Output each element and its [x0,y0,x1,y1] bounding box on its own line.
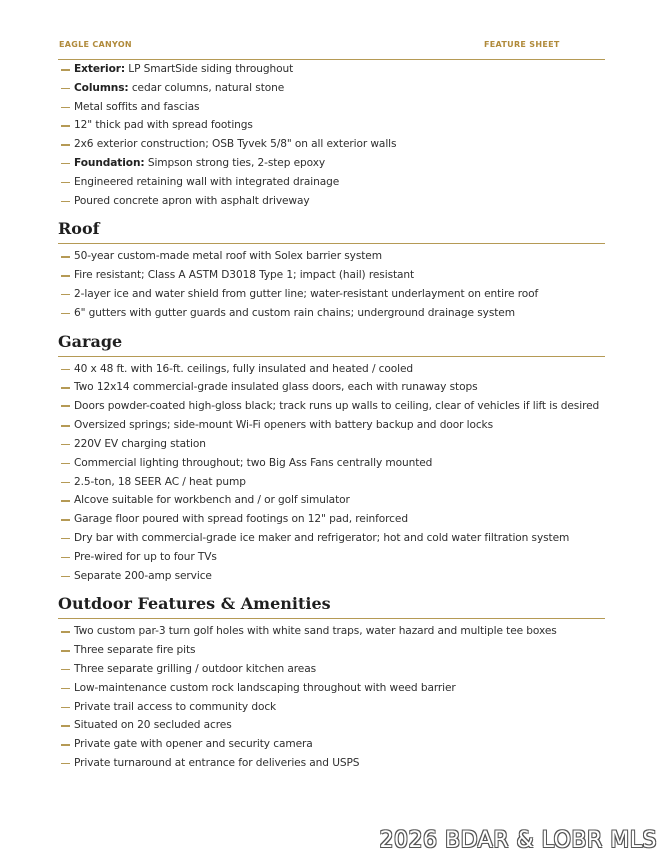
list-item [58,510,605,529]
list-item [58,679,605,698]
feature-content [58,60,605,773]
bullet-dash-icon [61,725,70,727]
roof-list [58,247,605,322]
mls-watermark: 2026 BDAR & LOBR MLS [379,828,657,853]
list-item [58,98,605,117]
item-text: Metal soffits and fascias [74,100,200,113]
item-text: 50-year custom-made metal roof with Solex barrier system [74,250,382,263]
roof-section [58,219,605,322]
header-left-title: EAGLE CANYON [59,40,132,49]
list-item [58,473,605,492]
list-item [58,397,605,416]
bullet-dash-icon [61,482,70,484]
list-item [58,60,605,79]
bullet-dash-icon [61,763,70,765]
list-item [58,285,605,304]
bullet-dash-icon [61,444,70,446]
outdoor-heading: Outdoor Features & Amenities [58,594,605,619]
bullet-dash-icon [61,387,70,389]
outdoor-list [58,622,605,772]
item-text: Two 12x14 commercial-grade insulated glass doors, each with runaway stops [74,381,478,394]
item-text: Doors powder-coated high-gloss black; track runs up walls to ceiling, clear of vehicles if lift is desired [74,400,600,413]
item-text: Three separate grilling / outdoor kitchen areas [74,662,317,675]
bullet-dash-icon [61,163,70,165]
list-item [58,735,605,754]
list-item [58,754,605,773]
list-item [58,116,605,135]
item-label: Foundation: [74,156,145,169]
bullet-dash-icon [61,500,70,502]
page-header [58,39,605,60]
list-item [58,698,605,717]
bullet-dash-icon [61,576,70,578]
item-text: LP SmartSide siding throughout [125,63,294,75]
item-text: Oversized springs; side-mount Wi-Fi openers with battery backup and door locks [74,419,494,432]
bullet-dash-icon [61,182,70,184]
item-text: 2.5-ton, 18 SEER AC / heat pump [74,475,246,488]
item-text: 220V EV charging station [74,437,206,450]
list-item [58,567,605,586]
item-text: Separate 200-amp service [74,569,212,582]
bullet-dash-icon [61,538,70,540]
bullet-dash-icon [61,313,70,315]
item-text: Dry bar with commercial-grade ice maker and refrigerator; hot and cold water filtration system [74,531,570,544]
bullet-dash-icon [61,463,70,465]
item-text: 6" gutters with gutter guards and custom rain chains; underground drainage system [74,306,515,319]
list-item [58,135,605,154]
item-text: Private trail access to community dock [74,700,277,713]
item-text: Private gate with opener and security camera [74,738,313,751]
bullet-dash-icon [61,256,70,258]
item-text: Low-maintenance custom rock landscaping throughout with weed barrier [74,681,456,694]
list-item [58,173,605,192]
bullet-dash-icon [61,125,70,127]
bullet-dash-icon [61,557,70,559]
garage-heading: Garage [58,332,605,357]
bullet-dash-icon [61,707,70,709]
item-text: Private turnaround at entrance for deliveries and USPS [74,756,360,769]
list-item [58,660,605,679]
list-item [58,548,605,567]
bullet-dash-icon [61,519,70,521]
bullet-dash-icon [61,688,70,690]
bullet-dash-icon [61,69,70,71]
item-text: 2x6 exterior construction; OSB Tyvek 5/8" on all exterior walls [74,138,397,151]
list-item [58,304,605,323]
bullet-dash-icon [61,88,70,90]
bullet-dash-icon [61,201,70,203]
item-text: cedar columns, natural stone [128,81,285,94]
item-text: Three separate fire pits [74,644,196,657]
list-item [58,435,605,454]
list-item [58,416,605,435]
bullet-dash-icon [61,744,70,746]
item-text: Fire resistant; Class A ASTM D3018 Type 1; impact (hail) resistant [74,269,415,282]
item-text: 40 x 48 ft. with 16-ft. ceilings, fully insulated and heated / cooled [74,362,414,375]
bullet-dash-icon [61,425,70,427]
list-item [58,378,605,397]
item-text: Engineered retaining wall with integrated drainage [74,175,340,188]
outdoor-section [58,594,605,772]
list-item [58,266,605,285]
bullet-dash-icon [61,669,70,671]
list-item [58,247,605,266]
item-label: Exterior: [74,63,126,75]
bullet-dash-icon [61,631,70,633]
item-text: Situated on 20 secluded acres [74,719,232,732]
list-item [58,79,605,98]
item-text: Alcove suitable for workbench and / or golf simulator [74,494,350,507]
bullet-dash-icon [61,294,70,296]
exterior-list [58,60,605,210]
item-text: 12" thick pad with spread footings [74,119,253,132]
list-item [58,360,605,379]
bullet-dash-icon [61,405,70,407]
list-item [58,622,605,641]
bullet-dash-icon [61,107,70,109]
list-item [58,716,605,735]
garage-list [58,360,605,586]
list-item [58,154,605,173]
item-text: Garage floor poured with spread footings on 12" pad, reinforced [74,513,408,526]
item-label: Columns: [74,81,129,94]
item-text: Pre-wired for up to four TVs [74,550,217,563]
list-item [58,491,605,510]
list-item [58,192,605,211]
bullet-dash-icon [61,275,70,277]
bullet-dash-icon [61,650,70,652]
list-item [58,641,605,660]
bullet-dash-icon [61,144,70,146]
list-item [58,454,605,473]
header-right-title: FEATURE SHEET [484,40,560,49]
item-text: Commercial lighting throughout; two Big Ass Fans centrally mounted [74,456,433,469]
roof-heading: Roof [58,219,605,244]
item-text: Poured concrete apron with asphalt driveway [74,194,310,207]
list-item [58,529,605,548]
garage-section [58,332,605,586]
item-text: Simpson strong ties, 2-step epoxy [144,156,326,169]
bullet-dash-icon [61,369,70,371]
item-text: 2-layer ice and water shield from gutter line; water-resistant underlayment on entire roof [74,287,539,300]
item-text: Two custom par-3 turn golf holes with white sand traps, water hazard and multiple tee boxes [74,625,557,638]
